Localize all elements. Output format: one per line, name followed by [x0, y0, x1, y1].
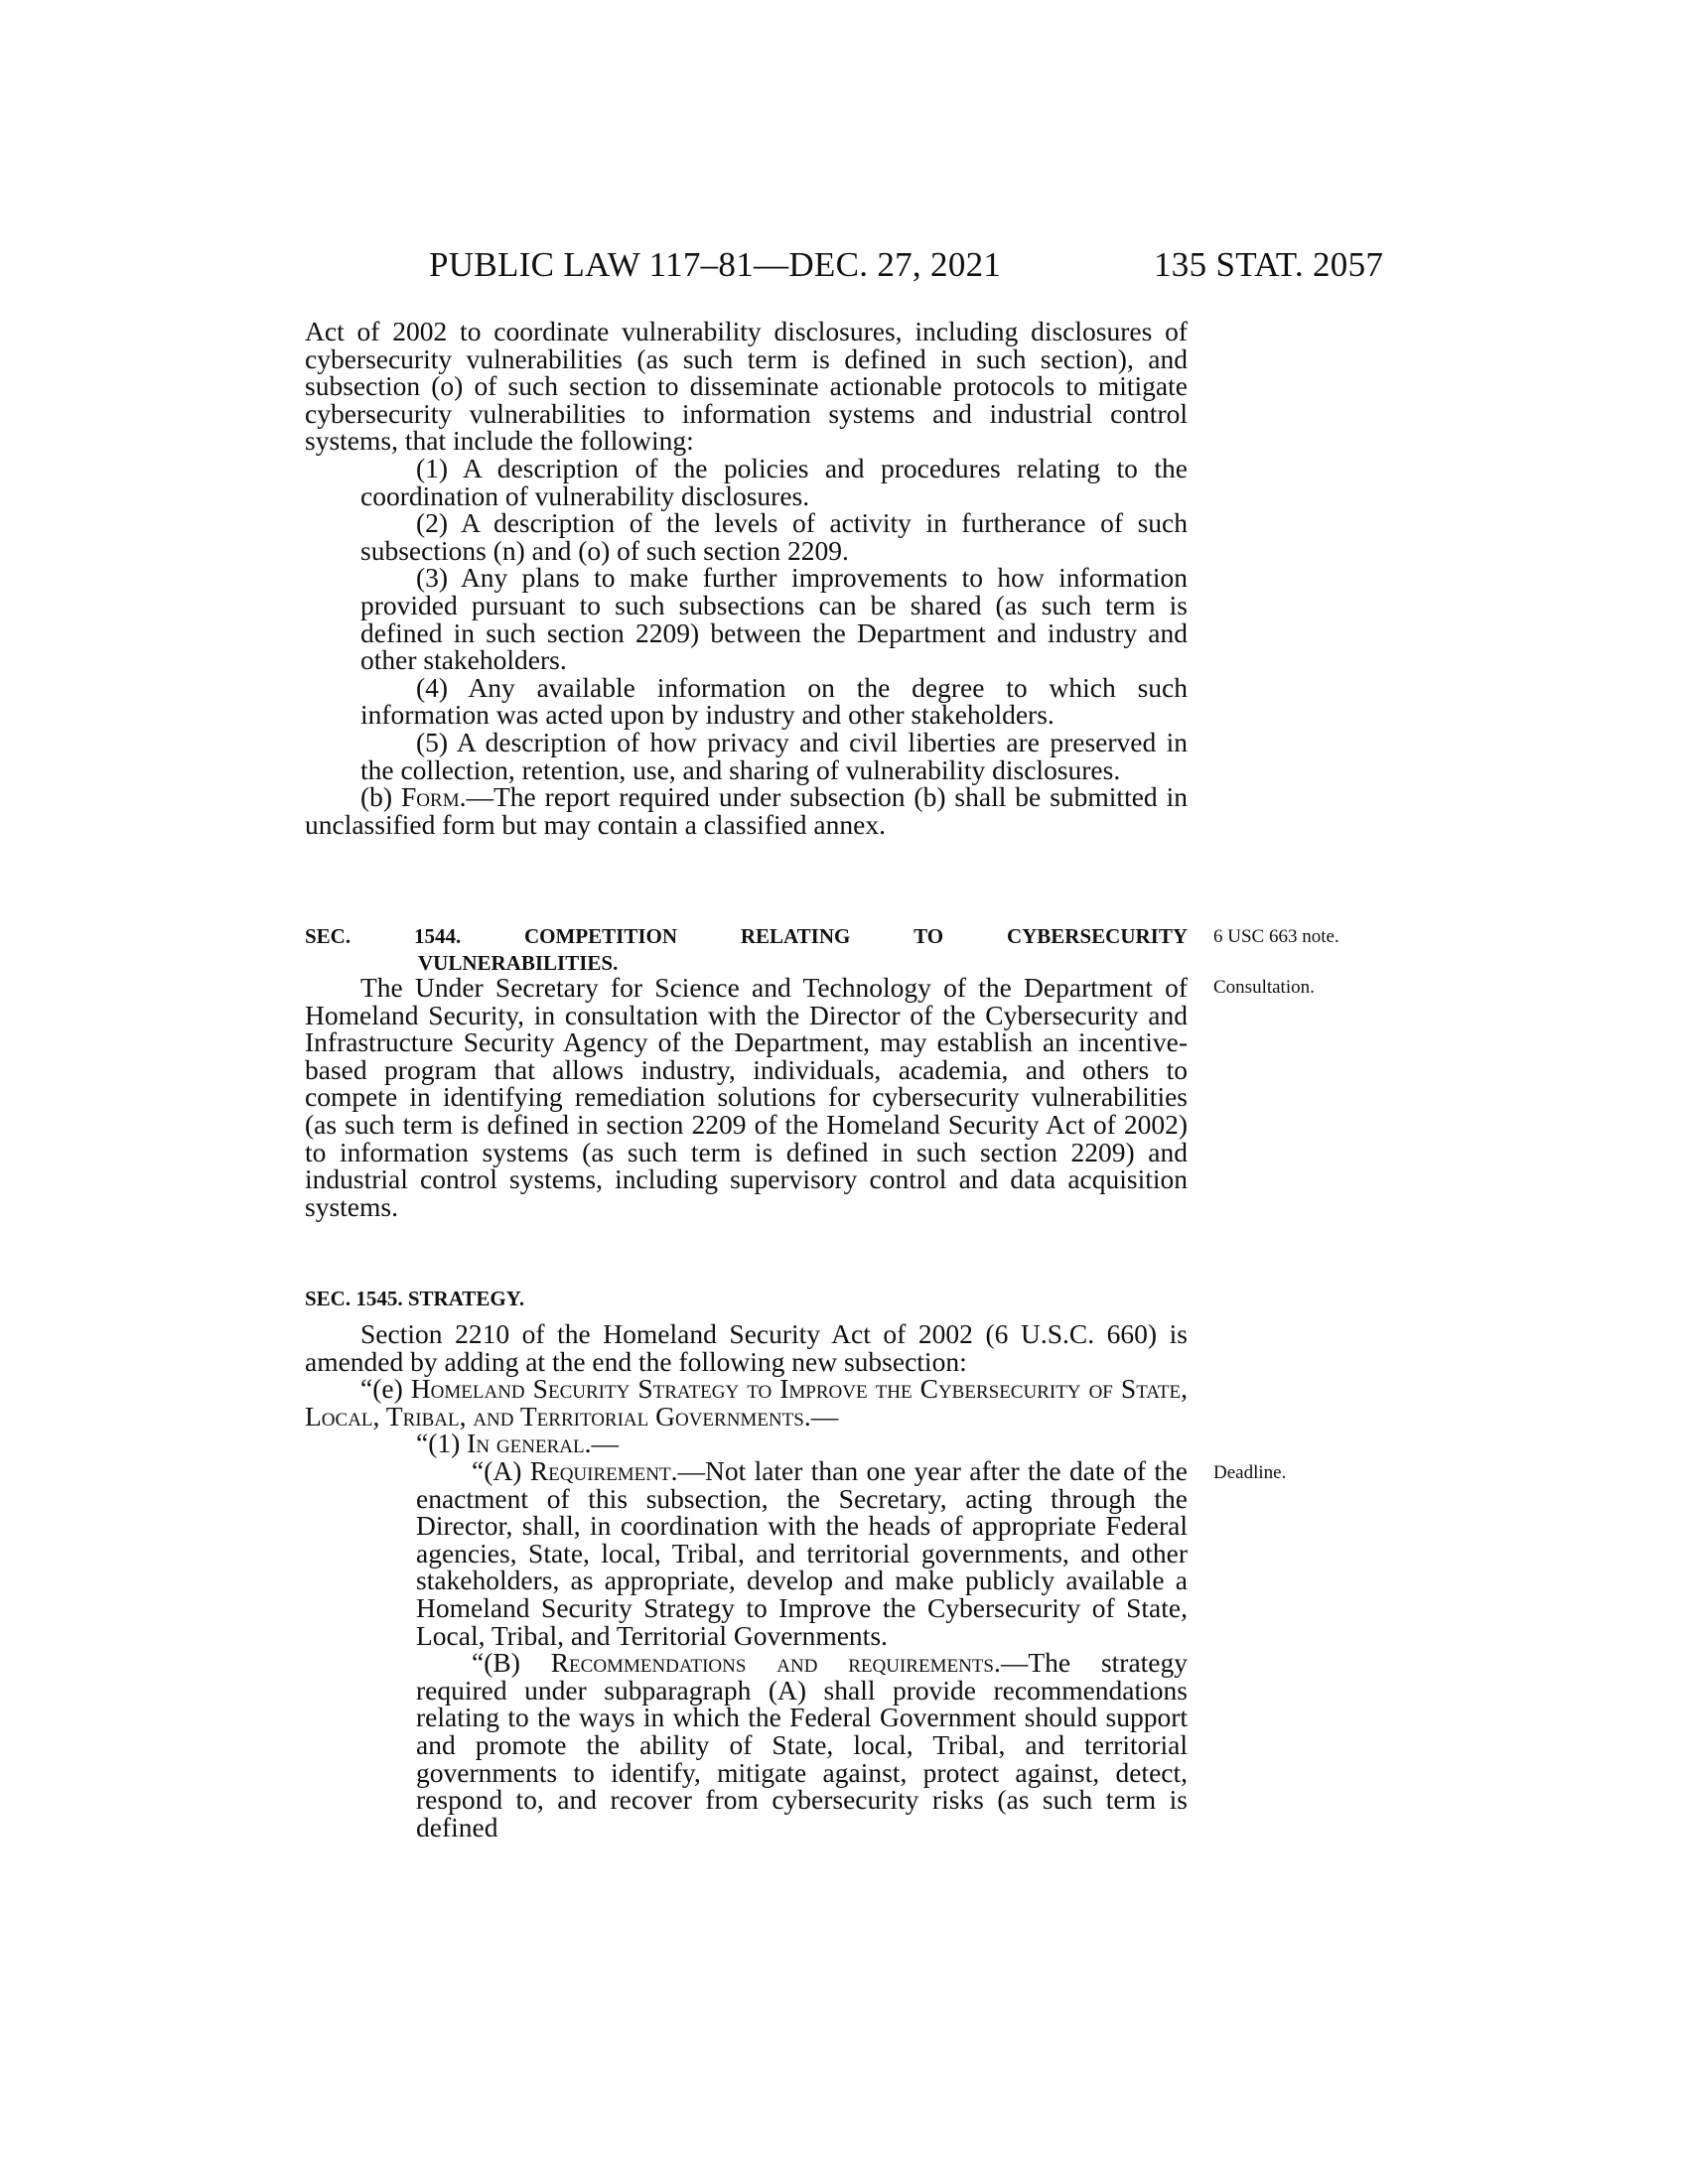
sec-1545-heading: SEC. 1545. STRATEGY.	[305, 1287, 525, 1310]
subparagraph-b	[416, 1649, 1188, 1841]
subsection-e-caps: Homeland Security Strategy to Improve the Cybersecurity of State, Local, Tribal, and Territorial Governments	[305, 1373, 1188, 1432]
continuation-intro: Act of 2002 to coordinate vulnerability disclosures, including disclosures of cybersecurity vulnerabilities (as such term is defined in such section), and subsection (o) of such section to disseminate actionable protocols to mitigate cybersecurity vulnerabilities to information systems and industrial control systems, that include the following:	[305, 316, 1188, 457]
form-label: Form	[401, 781, 460, 813]
sec-1544-heading-line2: VULNERABILITIES.	[418, 951, 619, 975]
paragraph-1-heading	[305, 1430, 1188, 1457]
subparagraph-b-text: .—The strategy required under subparagraph (A) shall provide recommendations relating to the ways in which the Federal Government should support and promote the ability of State, local, Tribal, and territorial governments to identify, mitigate against, protect against, detect, respond to, and recover from cybersecurity risks (as such term is defined	[416, 1647, 1188, 1843]
report-items-list	[305, 452, 1188, 785]
sec-1544-body: The Under Secretary for Science and Technology of the Department of Homeland Security, in consultation with the Director of the Cybersecurity and Infrastructure Security Agency of the Department, may establish an incentive-based program that allows industry, individuals, academia, and others to compete in identifying remediation solutions for cybersecurity vulnerabilities (as such term is defined in section 2209 of the Homeland Security Act of 2002) to information systems (as such term is defined in such section 2209) and industrial control systems, including supervisory control and data acquisition systems.	[305, 972, 1188, 1222]
subsection-e-heading	[305, 1375, 1188, 1430]
form-subsection	[305, 783, 1188, 838]
margin-note-usc: 6 USC 663 note.	[1213, 926, 1339, 947]
sec-1544-word-to: TO	[914, 924, 944, 948]
continuation-block	[305, 318, 1188, 838]
paragraph-1-tail: .—	[584, 1428, 619, 1459]
form-text: .—The report required under subsection (b) shall be submitted in unclassified form but may contain a classified annex.	[305, 781, 1188, 840]
subparagraph-b-lead: “(B)	[472, 1647, 551, 1679]
sec-1544-word-relating: RELATING	[740, 924, 851, 948]
sec-1544-heading	[305, 923, 1188, 977]
form-lead: (b)	[360, 781, 402, 813]
subsection-e-tail: .—	[803, 1400, 839, 1432]
running-header-title: PUBLIC LAW 117–81—DEC. 27, 2021	[429, 245, 1002, 284]
subparagraph-a-lead: “(A)	[472, 1454, 530, 1486]
sec-1545-intro: Section 2210 of the Homeland Security Act of 2002 (6 U.S.C. 660) is amended by adding at the end the following new subsection:	[305, 1318, 1188, 1377]
sec-1544-word-sec: SEC.	[305, 924, 352, 948]
margin-note-deadline: Deadline.	[1213, 1462, 1287, 1483]
margin-note-consultation: Consultation.	[1213, 977, 1315, 998]
report-item-2: (2) A description of the levels of activity in furtherance of such subsections (n) and (o) of such section 2209.	[360, 507, 1188, 566]
subparagraphs	[305, 1454, 1188, 1843]
running-header-stat: 135 STAT. 2057	[1154, 245, 1384, 284]
subparagraph-b-caps: Recommendations and requirements	[550, 1647, 994, 1679]
sec-1544-word-cybersecurity: CYBERSECURITY	[1006, 924, 1188, 948]
subparagraph-a-text: .—Not later than one year after the date of the enactment of this subsection, the Secretary, acting through the Director, shall, in coordination with the heads of appropriate Federal agencies, State, local, Tribal, and territorial governments, and other stakeholders, as appropriate, develop and make publicly available a Homeland Security Strategy to Improve the Cybersecurity of State, Local, Tribal, and Territorial Governments.	[416, 1454, 1188, 1651]
sec-1545-body-block	[305, 1320, 1188, 1841]
report-item-3: (3) Any plans to make further improvements to how information provided pursuant to such subsections can be shared (as such term is defined in such section 2209) between the Department and industry and other stakeholders.	[360, 562, 1188, 676]
report-item-5: (5) A description of how privacy and civil liberties are preserved in the collection, retention, use, and sharing of vulnerability disclosures.	[360, 726, 1188, 785]
sec-1544-word-competition: COMPETITION	[524, 924, 678, 948]
subsection-e-lead: “(e)	[360, 1373, 411, 1405]
sec-1544-word-number: 1544.	[413, 924, 462, 948]
sec-1544-body-block	[305, 974, 1188, 1220]
paragraph-1-caps: In general	[467, 1428, 585, 1459]
subparagraph-a-caps: Requirement	[529, 1454, 671, 1486]
subparagraph-a	[416, 1454, 1188, 1651]
report-item-4: (4) Any available information on the degree to which such information was acted upon by industry and other stakeholders.	[360, 671, 1188, 731]
paragraph-1-lead: “(1)	[416, 1428, 468, 1459]
report-item-1: (1) A description of the policies and procedures relating to the coordination of vulnerability disclosures.	[360, 452, 1188, 511]
